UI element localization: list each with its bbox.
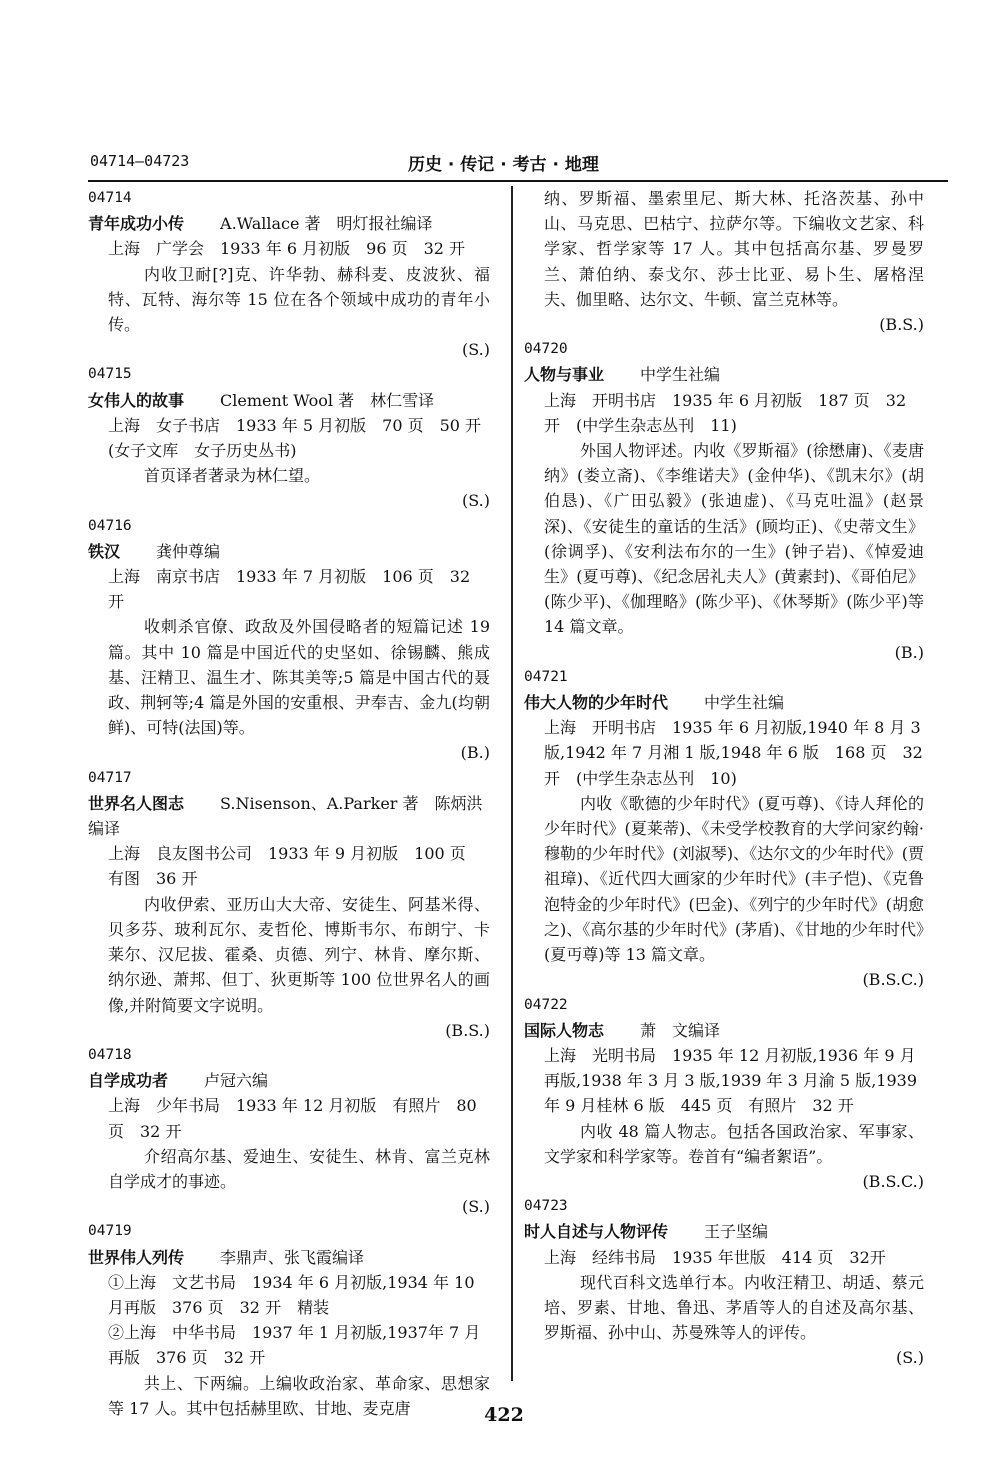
source-code: (B.S.) [445,1020,490,1040]
source-code: (B.) [460,743,490,763]
entry-04715 [88,362,498,513]
description: 内收 48 篇人物志。包括各国政治家、军事家、文学家和科学家等。卷首有“编者絮语”。 [544,1121,924,1166]
book-author: 李鼎声、张飞霞编译 [220,1247,365,1267]
publication-info: 上海 光明书局 1935 年 12 月初版,1936 年 9 月再版,1938 年 3 月 3 版,1939 年 3 月渝 5 版,1939 年 9 月桂林 6 版 445 页 有照片 32 开 [544,1045,917,1116]
publication-info: 上海 女子书店 1933 年 5 月初版 70 页 50 开 (女子文库 女子历史丛书) [108,415,498,461]
source-code: (B.S.) [879,315,924,335]
book-author: Clement Wool 著 林仁雪译 [220,390,435,410]
publication-info: 上海 经纬书局 1935 年世版 414 页 32开 [544,1247,886,1267]
entry-04716 [88,514,490,766]
source-code: (B.) [894,642,924,662]
entry-id: 04719 [88,1223,132,1240]
description: 现代百科文选单行本。内收汪精卫、胡适、蔡元培、罗素、甘地、鲁迅、茅盾等人的自述及高尔基、罗斯福、孙中山、苏曼殊等人的评传。 [544,1272,924,1343]
description: 收刺杀官僚、政敌及外国侵略者的短篇记述 19 篇。其中 10 篇是中国近代的史坚如、徐锡麟、熊成基、汪精卫、温生才、陈其美等;5 篇是中国古代的聂政、荆轲等;4 篇是外国的安重根、尹奉吉、金九(均朝鲜)、可特(法国)等。 [108,617,490,738]
entry-id: 04714 [88,190,132,206]
entry-04719 [88,1219,490,1421]
publication-info: ①上海 文艺书局 1934 年 6 月初版,1934 年 10 月再版 376 页 32 开 精装 [108,1272,475,1317]
entry-04714 [88,186,490,362]
book-author: 中学生社编 [640,365,721,385]
source-code: (S.) [462,1197,490,1217]
book-author: 卢冠六编 [204,1071,269,1091]
description: 内收卫耐[?]克、许华勃、赫科麦、皮波狄、福特、瓦特、海尔等 15 位在各个领域中成功的青年小传。 [108,264,490,335]
publication-info: ②上海 中华书局 1937 年 1 月初版,1937年 7 月再版 376 页 32 开 [108,1323,481,1368]
description: 内收伊索、亚历山大大帝、安徒生、阿基米得、贝多芬、玻利瓦尔、麦哲伦、博斯韦尔、布朗宁、卡莱尔、汉尼拔、霍桑、贞德、列宁、林肯、摩尔斯、纳尔逊、萧邦、但丁、狄更斯等 100 位世界名人的画像,并附简要文字说明。 [108,894,490,1015]
description: 内收《歌德的少年时代》(夏丏尊)、《诗人拜伦的少年时代》(夏莱蒂)、《未受学校教育的大学问家约翰·穆勒的少年时代》(刘淑琴)、《达尔文的少年时代》(贾祖璋)、《近代四大画家的少年时代》(丰子恺)、《克鲁泡特金的少年时代》(巴金)、《列宁的少年时代》(胡愈之)、《高尔基的少年时代》(茅盾)、《甘地的少年时代》(夏丏尊)等 13 篇文章。 [544,793,924,965]
page-number: 422 [484,1404,524,1426]
source-code: (S.) [462,491,490,511]
description: 外国人物评述。内收《罗斯福》(徐懋庸)、《麦唐纳》(娄立斋)、《李维诺夫》(金仲华)、《凯末尔》(胡伯恳)、《广田弘毅》(张迪虚)、《马克吐温》(赵景深)、《安徒生的童话的生活》(顾均正)、《史蒂文生》(徐调孚)、《安利法布尔的一生》(钟子岩)、《悼爱迪生》(夏丏尊)、《纪念居礼夫人》(黄素封)、《哥伯尼》(陈少平)、《伽理略》(陈少平)、《休琴斯》(陈少平)等 14 篇文章。 [544,441,924,637]
entry-04721 [524,665,924,993]
section-title: 历史 · 传记 · 考古 · 地理 [408,155,599,175]
book-author: 萧 文编译 [640,1020,721,1040]
entry-id: 04718 [88,1046,132,1063]
book-title: 女伟人的故事 [88,390,185,410]
book-title: 时人自述与人物评传 [524,1222,669,1242]
entry-id: 04721 [524,668,568,685]
source-code: (B.S.C.) [862,970,924,990]
entry-id: 04716 [88,517,132,534]
book-author: 王子坚编 [704,1222,769,1242]
book-title: 人物与事业 [524,365,605,385]
running-header [88,150,948,178]
entry-range: 04714—04723 [90,152,190,170]
publication-info: 上海 广学会 1933 年 6 月初版 96 页 32 开 [108,239,466,259]
entry-id: 04717 [88,769,132,786]
entry-id: 04722 [524,996,568,1013]
book-title: 世界伟人列传 [88,1247,185,1267]
right-column [524,186,924,1371]
publication-info: 上海 良友图书公司 1933 年 9 月初版 100 页 有图 36 开 [108,844,482,889]
description: 共上、下两编。上编收政治家、革命家、思想家等 17 人。其中包括赫里欧、甘地、麦克唐 [108,1373,490,1418]
book-title: 自学成功者 [88,1071,169,1091]
entry-id: 04720 [524,341,568,358]
publication-info: 上海 开明书店 1935 年 6 月初版,1940 年 8 月 3 版,1942 年 7 月湘 1 版,1948 年 6 版 168 页 32 开 (中学生杂志丛刊 10) [544,718,923,788]
entry-04723 [524,1194,924,1370]
book-author: 龚仲尊编 [156,541,221,561]
entry-04722 [524,993,924,1195]
entry-id: 04723 [524,1198,568,1215]
description-continued: 纳、罗斯福、墨索里尼、斯大林、托洛茨基、孙中山、马克思、巴枯宁、拉萨尔等。下编收文艺家、科学家、哲学家等 17 人。其中包括高尔基、罗曼罗兰、萧伯纳、泰戈尔、莎士比亚、易卜生、屠格涅夫、伽里略、达尔文、牛顿、富兰克林等。 [544,189,924,309]
description: 首页译者著录为林仁望。 [144,466,321,486]
book-title: 青年成功小传 [88,214,185,234]
book-title: 伟大人物的少年时代 [524,693,669,713]
book-author: A.Wallace 著 明灯报社编译 [220,214,433,234]
source-code: (B.S.C.) [862,1171,924,1191]
book-author: S.Nisenson、A.Parker 著 陈炳洪编译 [88,793,483,839]
description: 介绍高尔基、爱迪生、安徒生、林肯、富兰克林自学成才的事迹。 [108,1146,490,1191]
header-rule [88,180,948,182]
left-column [88,186,498,1421]
entry-id: 04715 [88,366,132,383]
publication-info: 上海 开明书店 1935 年 6 月初版 187 页 32 开 (中学生杂志丛刊 11) [544,390,907,435]
entry-04720 [524,337,924,665]
book-title: 铁汉 [88,541,121,561]
book-title: 世界名人图志 [88,793,185,813]
source-code: (S.) [896,1348,924,1368]
publication-info: 上海 少年书局 1933 年 12 月初版 有照片 80 页 32 开 [108,1096,477,1141]
entry-04719-continued [524,186,924,337]
column-divider [511,186,513,1381]
book-title: 国际人物志 [524,1020,605,1040]
book-author: 中学生社编 [704,693,785,713]
publication-info: 上海 南京书店 1933 年 7 月初版 106 页 32 开 [108,567,471,612]
entry-04717 [88,766,490,1043]
source-code: (S.) [462,340,490,360]
entry-04718 [88,1043,490,1219]
